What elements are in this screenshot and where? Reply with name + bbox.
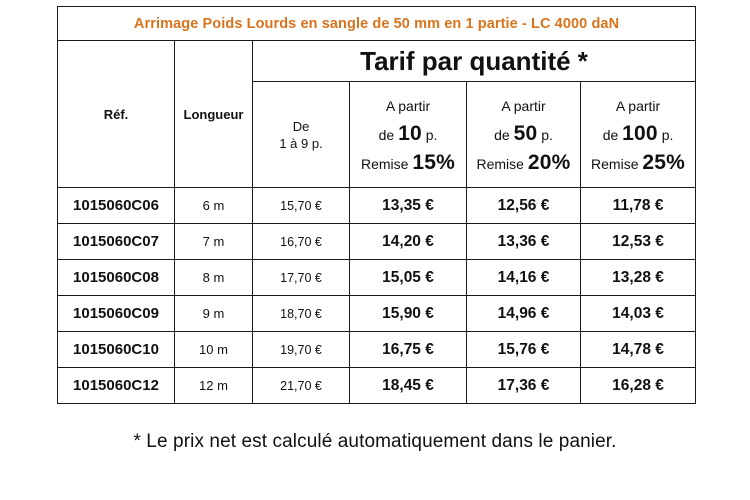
tier-de: de xyxy=(602,126,619,143)
table-title: Arrimage Poids Lourds en sangle de 50 mm en 1 partie - LC 4000 daN xyxy=(58,7,696,41)
tarif-heading: Tarif par quantité * xyxy=(253,41,696,82)
header-base-line2: 1 à 9 p. xyxy=(279,135,323,151)
tier-qty: 100 xyxy=(622,121,658,145)
cell-base-price: 19,70 € xyxy=(253,332,350,368)
cell-price-10: 18,45 € xyxy=(350,368,467,404)
cell-length: 9 m xyxy=(175,296,253,332)
header-length: Longueur xyxy=(175,41,253,188)
cell-base-price: 17,70 € xyxy=(253,260,350,296)
cell-length: 7 m xyxy=(175,224,253,260)
cell-length: 12 m xyxy=(175,368,253,404)
cell-price-10: 13,35 € xyxy=(350,188,467,224)
cell-ref: 1015060C06 xyxy=(58,188,175,224)
cell-ref: 1015060C09 xyxy=(58,296,175,332)
tier-from-label: A partir xyxy=(501,97,546,114)
tier-remise: 25% xyxy=(642,150,686,174)
cell-price-100: 12,53 € xyxy=(581,224,696,260)
cell-price-100: 14,03 € xyxy=(581,296,696,332)
cell-price-50: 14,96 € xyxy=(467,296,581,332)
table-row xyxy=(58,368,696,404)
table-row xyxy=(58,296,696,332)
cell-ref: 1015060C12 xyxy=(58,368,175,404)
table-row xyxy=(58,224,696,260)
tier-qty: 50 xyxy=(513,121,538,145)
cell-length: 10 m xyxy=(175,332,253,368)
header-tier-50 xyxy=(467,82,581,188)
price-table xyxy=(57,6,696,404)
cell-ref: 1015060C08 xyxy=(58,260,175,296)
tier-remise: 15% xyxy=(412,150,455,174)
tier-qty: 10 xyxy=(398,121,422,145)
cell-price-100: 11,78 € xyxy=(581,188,696,224)
cell-price-10: 16,75 € xyxy=(350,332,467,368)
header-base-price xyxy=(253,82,350,188)
tier-remise-label: Remise xyxy=(591,155,639,172)
tier-unit: p. xyxy=(541,126,553,143)
cell-price-10: 15,90 € xyxy=(350,296,467,332)
tier-remise-label: Remise xyxy=(361,155,409,172)
header-tier-100 xyxy=(581,82,696,188)
cell-price-100: 13,28 € xyxy=(581,260,696,296)
tier-unit: p. xyxy=(661,126,674,143)
footnote: * Le prix net est calculé automatiquement dans le panier. xyxy=(133,431,617,452)
cell-base-price: 15,70 € xyxy=(253,188,350,224)
header-ref: Réf. xyxy=(58,41,175,188)
cell-base-price: 21,70 € xyxy=(253,368,350,404)
tier-from-label: A partir xyxy=(385,97,431,114)
cell-ref: 1015060C10 xyxy=(58,332,175,368)
cell-price-10: 15,05 € xyxy=(350,260,467,296)
cell-price-50: 15,76 € xyxy=(467,332,581,368)
cell-length: 6 m xyxy=(175,188,253,224)
tier-remise-label: Remise xyxy=(476,155,524,172)
header-base-line1: De xyxy=(292,118,310,134)
cell-base-price: 16,70 € xyxy=(253,224,350,260)
cell-ref: 1015060C07 xyxy=(58,224,175,260)
table-row xyxy=(58,332,696,368)
cell-base-price: 18,70 € xyxy=(253,296,350,332)
cell-price-50: 13,36 € xyxy=(467,224,581,260)
tier-de: de xyxy=(494,126,510,143)
header-tier-10 xyxy=(350,82,467,188)
cell-price-50: 14,16 € xyxy=(467,260,581,296)
cell-length: 8 m xyxy=(175,260,253,296)
table-row xyxy=(58,188,696,224)
tier-remise: 20% xyxy=(527,150,571,174)
tier-from-label: A partir xyxy=(615,97,661,114)
cell-price-50: 12,56 € xyxy=(467,188,581,224)
cell-price-10: 14,20 € xyxy=(350,224,467,260)
cell-price-50: 17,36 € xyxy=(467,368,581,404)
tier-unit: p. xyxy=(425,126,438,143)
tier-de: de xyxy=(378,126,395,143)
cell-price-100: 14,78 € xyxy=(581,332,696,368)
cell-price-100: 16,28 € xyxy=(581,368,696,404)
table-row xyxy=(58,260,696,296)
